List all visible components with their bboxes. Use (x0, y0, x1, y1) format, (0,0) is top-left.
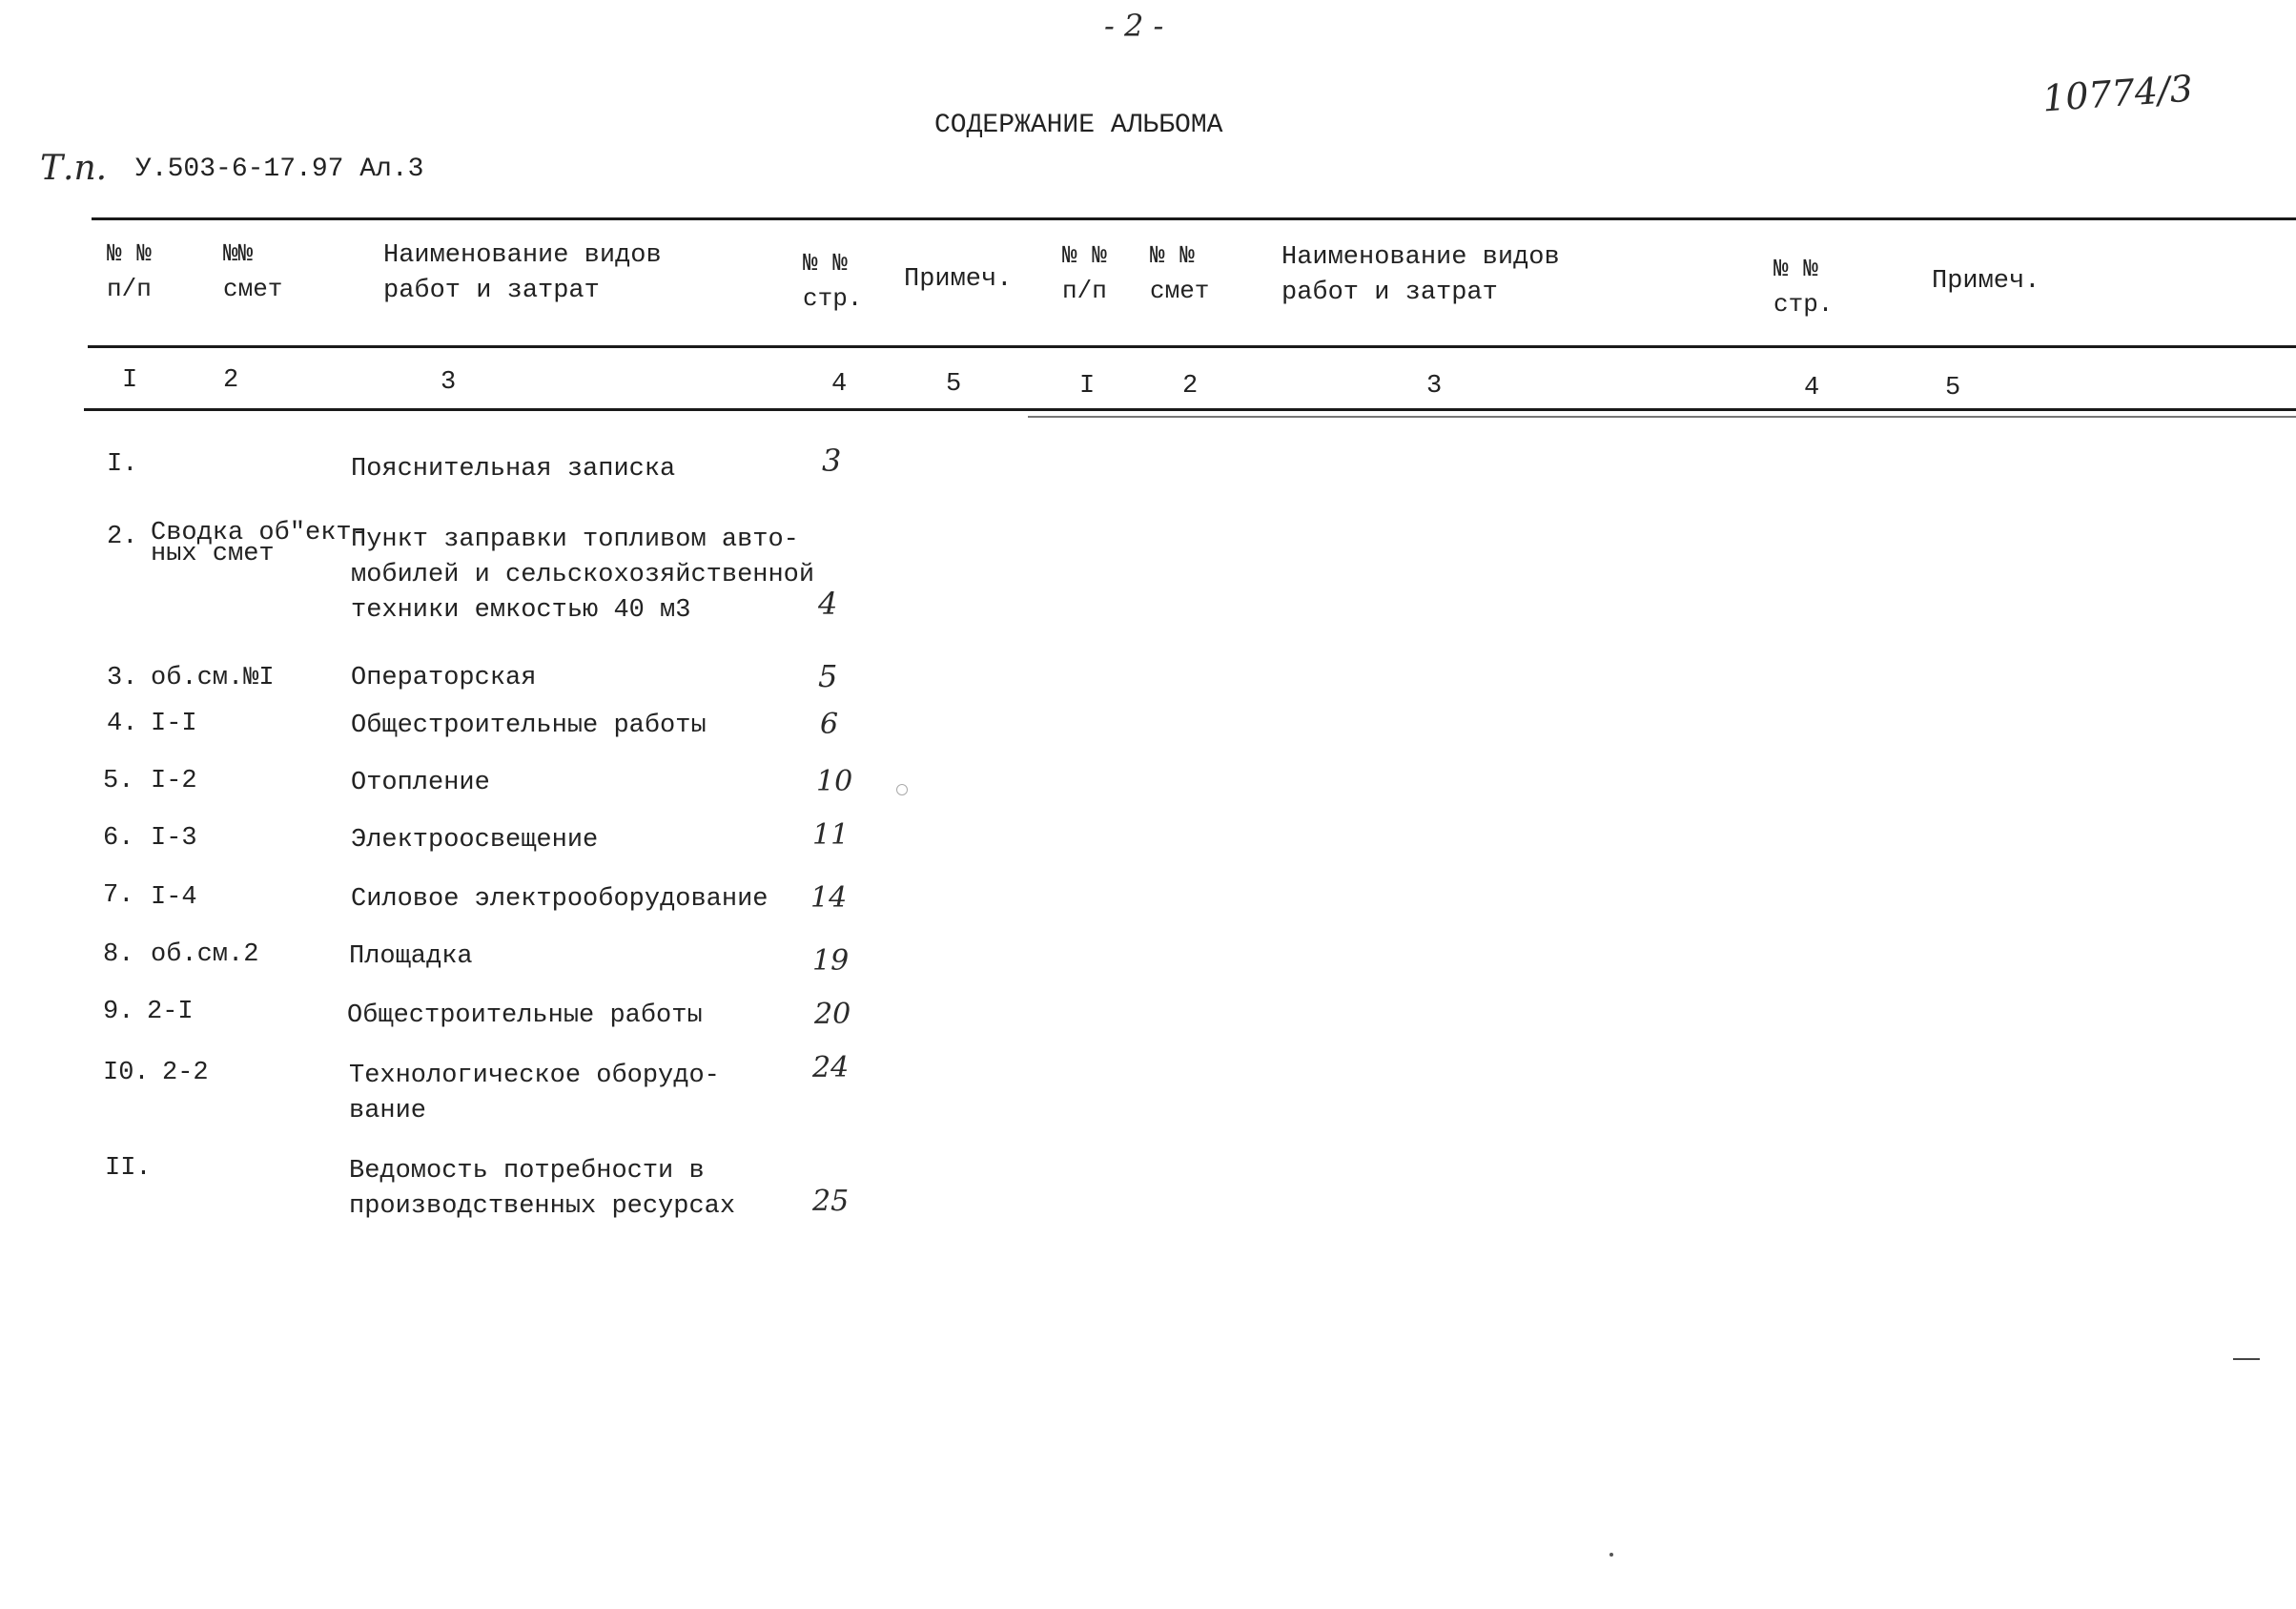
row-smet: 2-I (147, 998, 194, 1026)
header-page: № № стр. (803, 249, 863, 313)
row-page: 19 (812, 944, 850, 978)
row-smet: I-3 (151, 824, 197, 853)
row-name: Площадка (349, 942, 473, 971)
header-num-right: № № п/п (1062, 241, 1107, 305)
row-name: Операторская (351, 664, 537, 692)
row-smet: I-2 (151, 767, 197, 795)
header-smet-right: № № смет (1150, 241, 1210, 305)
colnum-bottom-rule-right (1028, 416, 2296, 418)
row-num: I0. (103, 1059, 150, 1087)
row-name: Пункт заправки топливом авто- мобилей и сельскохозяйственной техники емкостью 40 м3 (351, 526, 815, 625)
margin-dash (2233, 1358, 2260, 1360)
colnum-1-right: I (1079, 372, 1096, 401)
colnum-4: 4 (831, 370, 848, 399)
header-bottom-rule (88, 345, 2296, 348)
scan-speck (1609, 1553, 1613, 1557)
row-smet: I-I (151, 710, 197, 738)
row-smet: 2-2 (162, 1059, 209, 1087)
row-name: Технологическое оборудо- вание (349, 1062, 720, 1125)
archive-number: 10774/3 (2040, 67, 2195, 120)
row-smet: об.см.2 (151, 940, 259, 969)
colnum-5-right: 5 (1945, 374, 1961, 402)
row-smet: I-4 (151, 883, 197, 912)
scan-speck (896, 784, 908, 795)
header-name: Наименование видов работ и затрат (383, 241, 662, 305)
row-num: 5. (103, 767, 134, 795)
row-page: 4 (818, 586, 838, 622)
row-num: 7. (103, 881, 134, 910)
row-page: 14 (810, 881, 848, 915)
row-num: 8. (103, 940, 134, 969)
row-page: 10 (816, 765, 853, 798)
row-name: Электроосвещение (351, 826, 599, 855)
colnum-5: 5 (946, 370, 962, 399)
header-num: № № п/п (107, 239, 152, 303)
row-num: II. (105, 1154, 152, 1183)
header-note-right: Примеч. (1932, 267, 2040, 296)
row-name: Ведомость потребности в производственных ресурсах (349, 1157, 736, 1221)
row-num: I. (107, 450, 138, 479)
header-name-right: Наименование видов работ и затрат (1281, 243, 1560, 307)
row-name: Пояснительная записка (351, 455, 676, 484)
row-name: Силовое электрооборудование (351, 885, 769, 914)
row-smet: Сводка об"ект- ных смет (151, 519, 367, 568)
page-number: - 2 - (1104, 8, 1164, 44)
stamp-prefix: Т.п. (40, 149, 108, 188)
colnum-2-right: 2 (1182, 372, 1199, 401)
row-page: 25 (812, 1185, 850, 1218)
header-smet: №№ смет (223, 239, 283, 303)
row-page: 24 (812, 1051, 850, 1084)
row-page: 11 (812, 818, 850, 852)
row-num: 9. (103, 998, 134, 1026)
row-num: 6. (103, 824, 134, 853)
colnum-3-right: 3 (1426, 372, 1443, 401)
colnum-1: I (122, 366, 138, 395)
document-title: СОДЕРЖАНИЕ АЛЬБОМА (934, 111, 1223, 140)
header-note: Примеч. (904, 265, 1013, 294)
row-name: Общестроительные работы (347, 1001, 703, 1030)
row-num: 3. (107, 664, 138, 692)
row-num: 4. (107, 710, 138, 738)
stamp-code: У.503-6-17.97 Ал.3 (135, 155, 424, 184)
row-num: 2. (107, 523, 138, 551)
row-page: 20 (814, 998, 851, 1031)
row-smet: об.см.№I (151, 664, 275, 692)
row-page: 3 (822, 443, 842, 479)
colnum-3: 3 (441, 368, 457, 397)
table-top-rule (92, 217, 2296, 220)
row-page: 6 (820, 708, 839, 741)
row-name: Отопление (351, 769, 490, 797)
header-page-right: № № стр. (1773, 255, 1834, 319)
colnum-2: 2 (223, 366, 239, 395)
colnum-bottom-rule (84, 408, 2296, 411)
row-name: Общестроительные работы (351, 712, 707, 740)
row-page: 5 (818, 658, 838, 694)
colnum-4-right: 4 (1804, 374, 1820, 402)
